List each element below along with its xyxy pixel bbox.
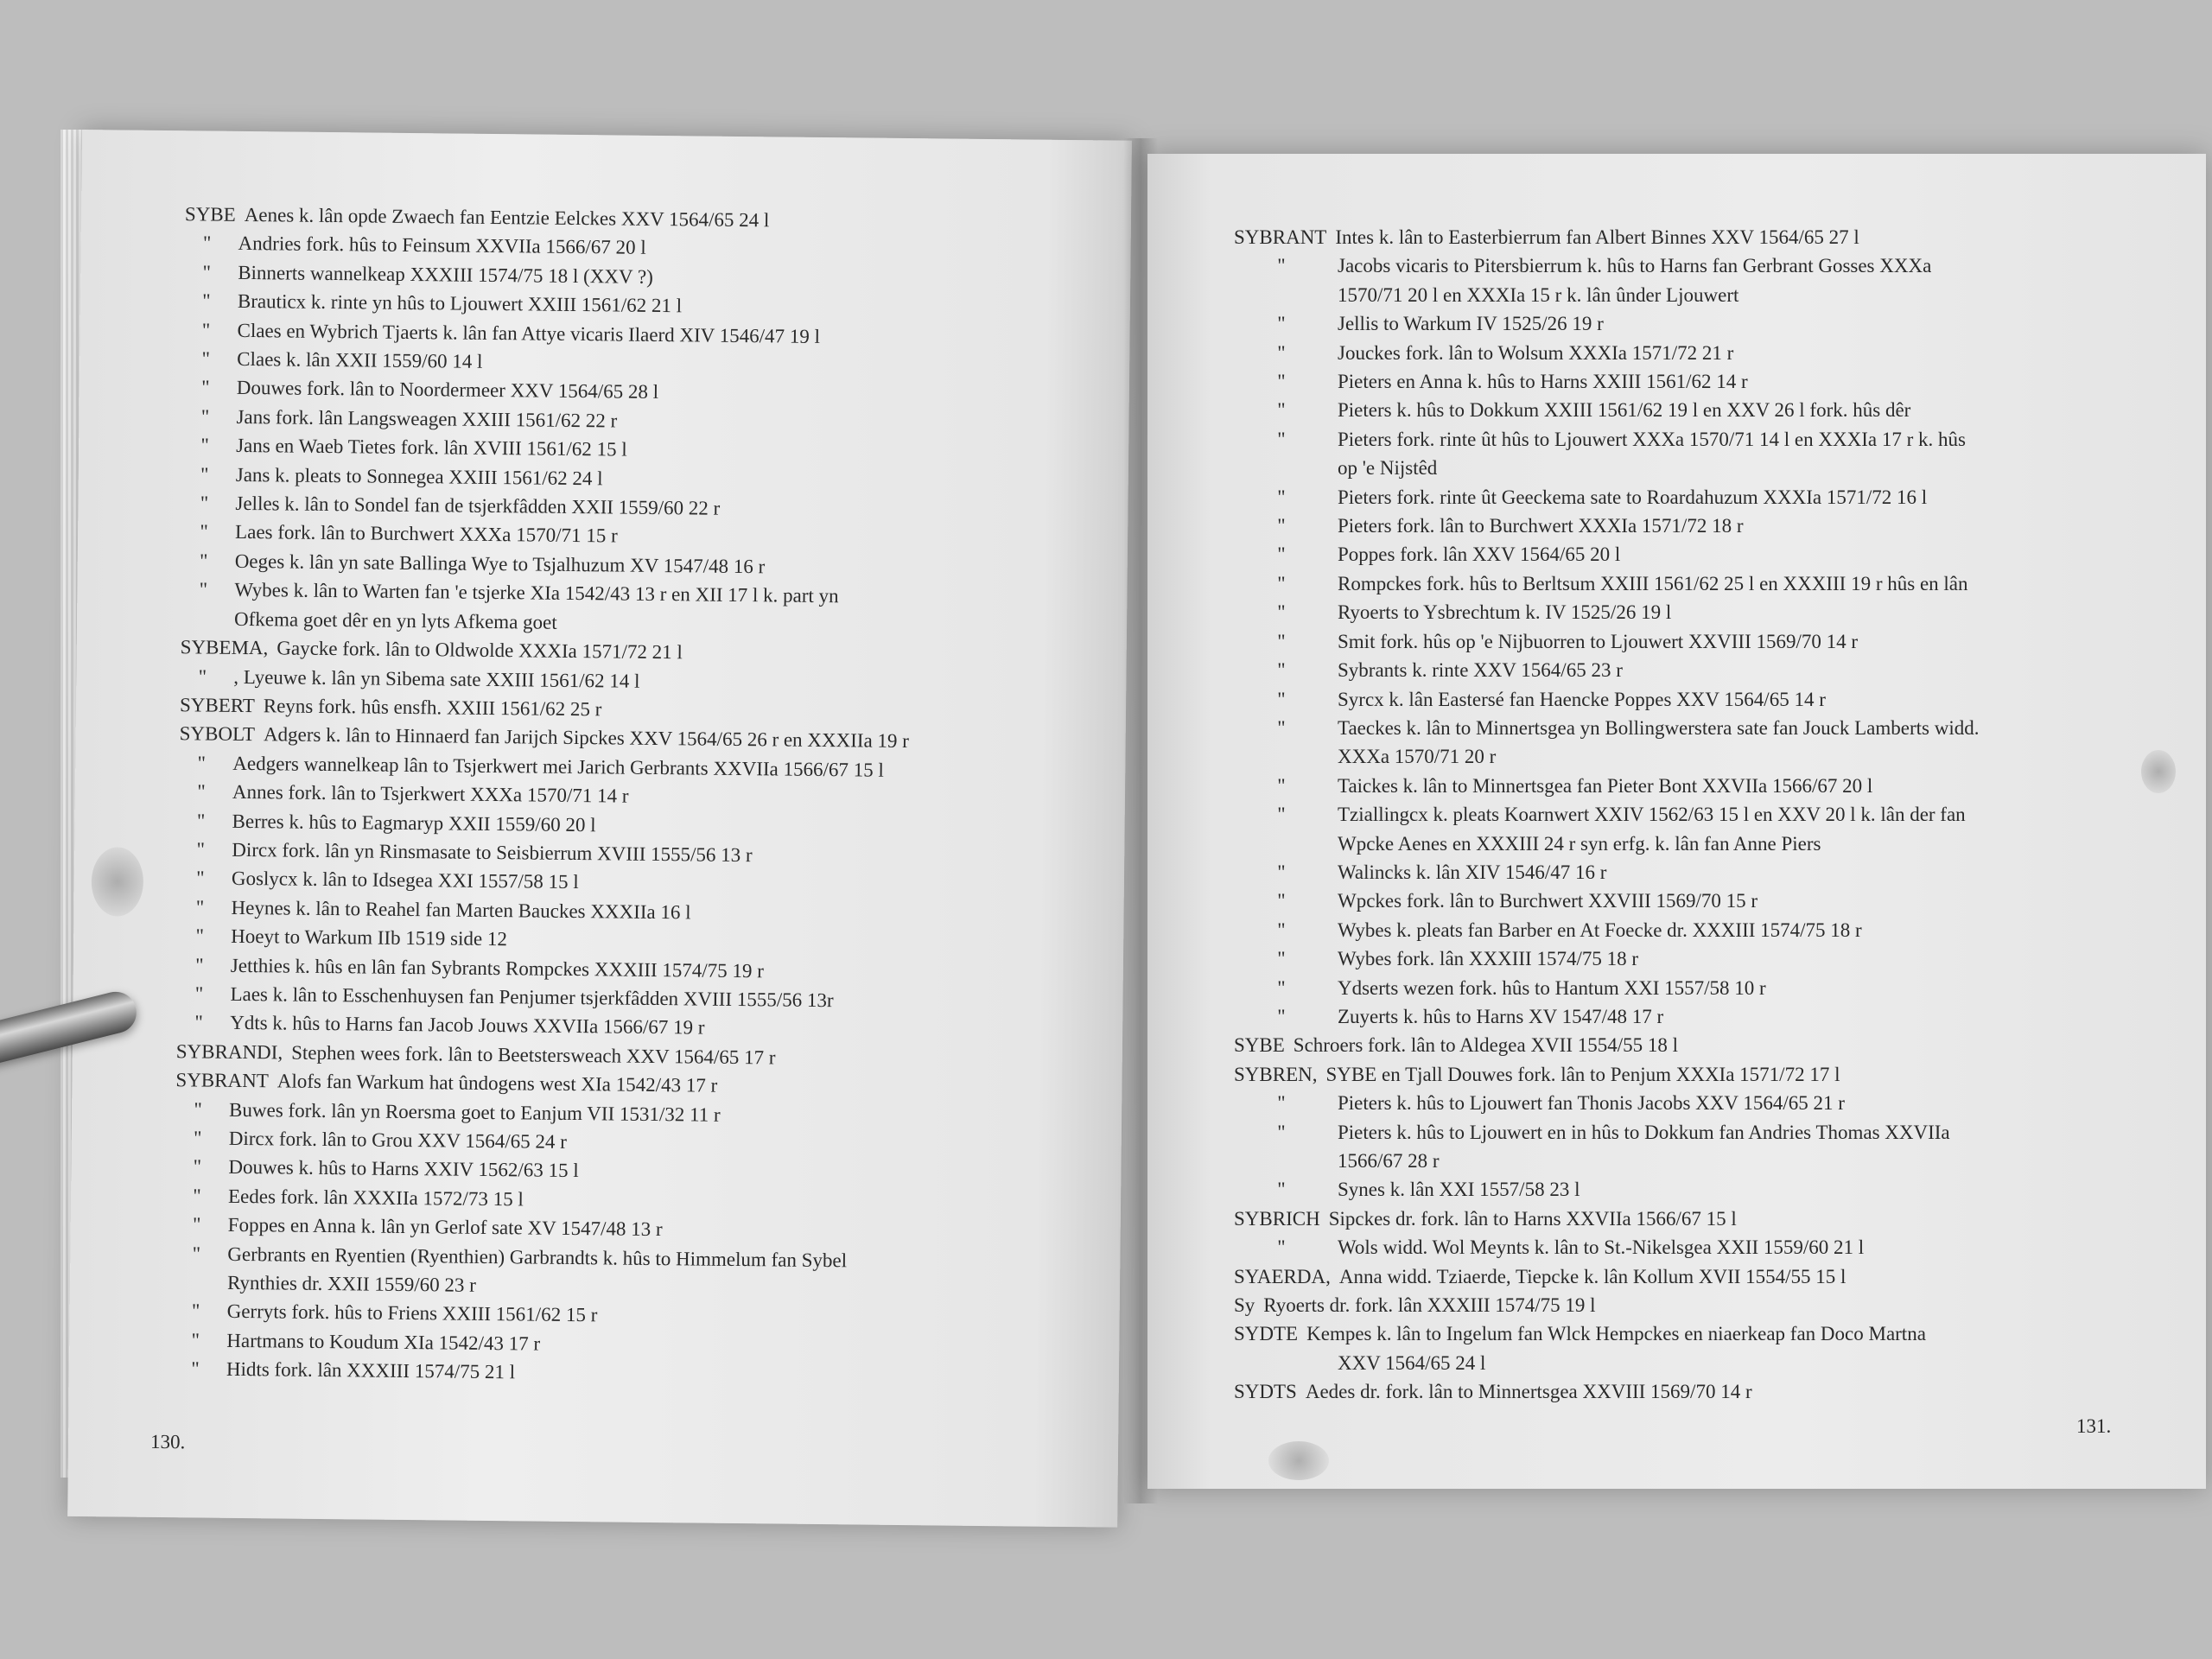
stain-mark bbox=[1268, 1441, 1329, 1480]
entry-text: Hoeyt to Warkum IIb 1519 side 12 bbox=[231, 925, 508, 950]
entry-line bbox=[1234, 742, 2167, 771]
entry-text: Hartmans to Koudum XIa 1542/43 17 r bbox=[226, 1329, 541, 1355]
right-page-number: 131. bbox=[2076, 1415, 2112, 1437]
entry-text: Laes k. lân to Esschenhuysen fan Penjumer tsjerkfâdden XVIII 1555/56 13r bbox=[230, 982, 834, 1012]
entry-text: Wpckes fork. lân to Burchwert XXVIII 1569/70 15 r bbox=[1338, 890, 1758, 912]
entry-text: Dircx fork. lân yn Rinsmasate to Seisbierrum XVIII 1555/56 13 r bbox=[232, 838, 753, 867]
entry-text: Ryoerts to Ysbrechtum k. IV 1525/26 19 l bbox=[1338, 601, 1672, 624]
entry-text: Ydserts wezen fork. hûs to Hantum XXI 1557/58 10 r bbox=[1338, 976, 1766, 999]
entry-head: " bbox=[200, 434, 210, 456]
entry-text: Aenes k. lân opde Zwaech fan Eentzie Eelckes XXV 1564/65 24 l bbox=[244, 203, 770, 232]
entry-head: " bbox=[200, 463, 209, 486]
entry-text: Taeckes k. lân to Minnertsgea yn Bollingwerstera sate fan Jouck Lamberts widd. bbox=[1338, 716, 1980, 739]
entry-text: Douwes fork. lân to Noordermeer XXV 1564/65 28 l bbox=[236, 377, 659, 404]
entry-text: Intes k. lân to Easterbierrum fan Albert Binnes XXV 1564/65 27 l bbox=[1335, 226, 1859, 248]
entry-text: Taickes k. lân to Minnertsgea fan Pieter Bont XXVIIa 1566/67 20 l bbox=[1338, 774, 1873, 797]
entry-text: Jelles k. lân to Sondel fan de tsjerkfâdden XXII 1559/60 22 r bbox=[235, 492, 721, 519]
entry-head: " bbox=[1277, 399, 1286, 422]
entry-line bbox=[1234, 887, 2167, 915]
entry-head: " bbox=[1277, 515, 1286, 537]
entry-text: Jellis to Warkum IV 1525/26 19 r bbox=[1338, 313, 1604, 335]
entry-line bbox=[1234, 1060, 2167, 1089]
entry-head: " bbox=[1277, 1121, 1286, 1143]
entry-line bbox=[1234, 974, 2167, 1002]
entry-line bbox=[1234, 1031, 2167, 1059]
entry-text: Poppes fork. lân XXV 1564/65 20 l bbox=[1338, 543, 1621, 566]
entry-text: Rompckes fork. hûs to Berltsum XXIII 1561/62 25 l en XXXIII 19 r hûs en lân bbox=[1338, 572, 1968, 594]
entry-head: SYBRANDI, bbox=[175, 1039, 283, 1064]
entry-line bbox=[1234, 830, 2167, 858]
entry-text: 1570/71 20 l en XXXIa 15 r k. lân ûnder Ljouwert bbox=[1338, 283, 1739, 306]
entry-text: Wybes k. lân to Warten fan 'e tsjerke XIa 1542/43 13 r en XII 17 l k. part yn bbox=[234, 579, 839, 607]
entry-head: SYBE bbox=[184, 203, 236, 226]
entry-head: " bbox=[195, 953, 204, 976]
entry-line bbox=[1234, 1205, 2167, 1233]
entry-text: Dircx fork. lân to Grou XXV 1564/65 24 r bbox=[228, 1127, 568, 1153]
entry-line bbox=[1234, 1349, 2167, 1377]
entry-head: SYBEMA, bbox=[180, 636, 269, 659]
entry-text: Aedes dr. fork. lân to Minnertsgea XXVIII 1569/70 14 r bbox=[1305, 1381, 1752, 1403]
entry-head: " bbox=[196, 838, 206, 861]
entry-head: " bbox=[1277, 774, 1286, 797]
entry-text: XXXa 1570/71 20 r bbox=[1338, 746, 1497, 768]
entry-text: Adgers k. lân to Hinnaerd fan Jarijch Sipckes XXV 1564/65 26 r en XXXIIa 19 r bbox=[263, 723, 910, 753]
entry-text: Wybes fork. lân XXXIII 1574/75 18 r bbox=[1338, 948, 1639, 970]
entry-head: " bbox=[1277, 543, 1286, 566]
entry-text: Synes k. lân XXI 1557/58 23 l bbox=[1338, 1179, 1580, 1201]
entry-line bbox=[1234, 281, 2167, 309]
entry-text: Jetthies k. hûs en lân fan Sybrants Rompckes XXXIII 1574/75 19 r bbox=[230, 954, 765, 982]
entry-text: Jans k. pleats to Sonnegea XXIII 1561/62 24 l bbox=[235, 463, 603, 489]
entry-text: Oeges k. lân yn sate Ballinga Wye to Tsjalhuzum XV 1547/48 16 r bbox=[234, 550, 766, 578]
entry-line bbox=[1234, 1291, 2167, 1319]
entry-line bbox=[1234, 1089, 2167, 1117]
entry-line bbox=[1234, 309, 2167, 338]
entry-head: " bbox=[201, 319, 211, 341]
entry-text: Pieters k. hûs to Dokkum XXIII 1561/62 19 l en XXV 26 l fork. hûs dêr bbox=[1338, 399, 1911, 422]
entry-text: Walincks k. lân XIV 1546/47 16 r bbox=[1338, 861, 1607, 883]
entry-line bbox=[1234, 1175, 2167, 1204]
entry-text: , Lyeuwe k. lân yn Sibema sate XXIII 1561/62 14 l bbox=[233, 665, 640, 692]
entry-line bbox=[1234, 1262, 2167, 1291]
entry-text: Pieters en Anna k. hûs to Harns XXIII 1561/62 14 r bbox=[1338, 371, 1748, 393]
entry-text: Ydts k. hûs to Harns fan Jacob Jouws XXVIIa 1566/67 19 r bbox=[230, 1012, 705, 1039]
entry-line bbox=[1234, 772, 2167, 800]
entry-text: Jans en Waeb Tietes fork. lân XVIII 1561/62 15 l bbox=[236, 435, 627, 461]
entry-text: Zuyerts k. hûs to Harns XV 1547/48 17 r bbox=[1338, 1005, 1664, 1027]
entry-text: op 'e Nijstêd bbox=[1338, 457, 1438, 480]
entry-head: " bbox=[1277, 861, 1286, 883]
entry-head: " bbox=[197, 752, 207, 774]
entry-text: Gerryts fork. hûs to Friens XXIII 1561/62 15 r bbox=[226, 1300, 598, 1326]
entry-text: Laes fork. lân to Burchwert XXXa 1570/71 15 r bbox=[235, 521, 618, 547]
stain-mark bbox=[91, 847, 143, 917]
entry-head: " bbox=[196, 809, 206, 832]
entry-head bbox=[174, 1288, 219, 1289]
entry-line bbox=[1234, 454, 2167, 482]
entry-line bbox=[1234, 1002, 2167, 1031]
entry-text: Pieters k. hûs to Ljouwert en in hûs to Dokkum fan Andries Thomas XXVIIa bbox=[1338, 1121, 1950, 1143]
entry-head: " bbox=[1277, 948, 1286, 970]
entry-head: " bbox=[195, 925, 205, 947]
entry-line bbox=[1234, 656, 2167, 684]
entry-head: " bbox=[201, 376, 210, 398]
entry-head: SYBE bbox=[1234, 1034, 1285, 1057]
entry-text: Gaycke fork. lân to Oldwolde XXXIa 1571/72 21 l bbox=[276, 637, 683, 664]
entry-head: " bbox=[195, 896, 205, 918]
entry-text: Douwes k. hûs to Harns XXIV 1562/63 15 l bbox=[228, 1156, 579, 1182]
entry-line bbox=[1234, 483, 2167, 512]
entry-head: " bbox=[1277, 572, 1286, 594]
entry-head: SYDTS bbox=[1234, 1381, 1297, 1403]
entry-text: Syrcx k. lân Eastersé fan Haencke Poppes XXV 1564/65 14 r bbox=[1338, 688, 1826, 710]
entry-head: " bbox=[1277, 601, 1286, 624]
entry-line bbox=[1234, 569, 2167, 598]
entry-head: " bbox=[1277, 341, 1286, 364]
entry-text: Wybes k. pleats fan Barber en At Foecke dr. XXXIII 1574/75 18 r bbox=[1338, 918, 1862, 941]
entry-head: " bbox=[1277, 659, 1286, 682]
entry-text: Wpcke Aenes en XXXIII 24 r syn erfg. k. lân fan Anne Piers bbox=[1338, 832, 1821, 855]
entry-head: " bbox=[1277, 1092, 1286, 1115]
entry-head: " bbox=[197, 780, 206, 803]
entry-line bbox=[1234, 396, 2167, 424]
entry-line bbox=[1234, 1233, 2167, 1262]
entry-head: SYBOLT bbox=[179, 722, 256, 746]
right-entry-list bbox=[1234, 223, 2167, 1407]
entry-line bbox=[1234, 512, 2167, 540]
entry-head: SYBRANT bbox=[175, 1069, 269, 1092]
entry-text: Hidts fork. lân XXXIII 1574/75 21 l bbox=[226, 1358, 516, 1383]
entry-text: Stephen wees fork. lân to Beetstersweach XXV 1564/65 17 r bbox=[291, 1041, 776, 1069]
left-page bbox=[67, 130, 1132, 1528]
entry-line bbox=[1234, 1319, 2167, 1348]
entry-text: Claes en Wybrich Tjaerts k. lân fan Attye vicaris Ilaerd XIV 1546/47 19 l bbox=[237, 319, 821, 347]
entry-head: " bbox=[199, 550, 208, 572]
entry-head: " bbox=[193, 1185, 201, 1207]
entry-line bbox=[1234, 425, 2167, 454]
entry-line bbox=[1234, 251, 2167, 280]
entry-text: 1566/67 28 r bbox=[1338, 1150, 1440, 1172]
entry-line bbox=[1234, 540, 2167, 569]
entry-head: " bbox=[1277, 313, 1286, 335]
entry-text: Anna widd. Tziaerde, Tiepcke k. lân Kollum XVII 1554/55 15 l bbox=[1338, 1265, 1847, 1287]
entry-text: Pieters fork. rinte ût Geeckema sate to Roardahuzum XXXIa 1571/72 16 l bbox=[1338, 486, 1928, 508]
entry-text: Alofs fan Warkum hat ûndogens west XIa 1542/43 17 r bbox=[276, 1070, 718, 1096]
entry-head: " bbox=[191, 1329, 200, 1351]
entry-text: Reyns fork. hûs ensfh. XXIII 1561/62 25 r bbox=[263, 695, 602, 721]
entry-text: Jacobs vicaris to Pitersbierrum k. hûs to Harns fan Gerbrant Gosses XXXa bbox=[1338, 255, 1932, 277]
entry-text: Eedes fork. lân XXXIIa 1572/73 15 l bbox=[227, 1185, 524, 1211]
entry-text: Wols widd. Wol Meynts k. lân to St.-Nikelsgea XXII 1559/60 21 l bbox=[1338, 1236, 1865, 1259]
entry-head: " bbox=[191, 1300, 200, 1322]
entry-text: Pieters fork. lân to Burchwert XXXIa 1571/72 18 r bbox=[1338, 515, 1744, 537]
entry-text: Kempes k. lân to Ingelum fan Wlck Hempckes en niaerkeap fan Doco Martna bbox=[1306, 1323, 1926, 1345]
entry-head: " bbox=[1277, 688, 1286, 710]
entry-head: " bbox=[194, 1098, 202, 1121]
entry-head: " bbox=[200, 492, 209, 514]
right-page bbox=[1147, 154, 2206, 1489]
entry-head: " bbox=[194, 982, 204, 1005]
entry-line bbox=[1234, 367, 2167, 396]
entry-text: Ryoerts dr. fork. lân XXXIII 1574/75 19 l bbox=[1263, 1294, 1596, 1317]
entry-head: SYBRICH bbox=[1234, 1207, 1320, 1230]
entry-line bbox=[1234, 339, 2167, 367]
entry-line bbox=[1234, 916, 2167, 944]
entry-text: Aedgers wannelkeap lân to Tsjerkwert mei Jarich Gerbrants XXVIIa 1566/67 15 l bbox=[232, 752, 884, 781]
entry-head: " bbox=[1277, 1236, 1286, 1259]
entry-head: " bbox=[1277, 804, 1286, 826]
entry-line bbox=[1234, 714, 2167, 742]
entry-head: " bbox=[200, 520, 208, 543]
entry-line bbox=[1234, 627, 2167, 656]
entry-text: Heynes k. lân to Reahel fan Marten Bauckes XXXIIa 16 l bbox=[231, 896, 691, 924]
entry-line bbox=[1234, 858, 2167, 887]
entry-line bbox=[1234, 223, 2167, 251]
entry-head: " bbox=[1277, 371, 1286, 393]
entry-head: Sy bbox=[1234, 1294, 1255, 1317]
entry-text: Annes fork. lân to Tsjerkwert XXXa 1570/71 14 r bbox=[232, 780, 629, 807]
entry-text: Brauticx k. rinte yn hûs to Ljouwert XXIII 1561/62 21 l bbox=[237, 290, 683, 317]
entry-head: " bbox=[194, 1011, 204, 1033]
entry-head: " bbox=[192, 1213, 201, 1236]
entry-head: " bbox=[200, 405, 210, 428]
entry-head: " bbox=[202, 232, 212, 254]
entry-text: Foppes en Anna k. lân yn Gerlof sate XV 1547/48 13 r bbox=[227, 1214, 663, 1241]
entry-head: " bbox=[201, 347, 211, 370]
entry-head: " bbox=[1277, 716, 1286, 739]
entry-text: Gerbrants en Ryentien (Ryenthien) Garbrandts k. hûs to Himmelum fan Sybel bbox=[227, 1243, 848, 1271]
left-entry-list bbox=[173, 200, 1101, 1393]
entry-head: " bbox=[1277, 1179, 1286, 1201]
entry-head: " bbox=[191, 1357, 200, 1380]
entry-head: SYBRANT bbox=[1234, 226, 1327, 248]
entry-head: " bbox=[202, 261, 212, 283]
left-page-number: 130. bbox=[149, 1430, 186, 1453]
entry-head: " bbox=[1277, 976, 1286, 999]
entry-text: Goslycx k. lân to Idsegea XXI 1557/58 15 l bbox=[231, 868, 579, 893]
entry-text: Jans fork. lân Langsweagen XXIII 1561/62 22 r bbox=[236, 405, 618, 432]
entry-head: " bbox=[202, 289, 211, 312]
entry-text: Ofkema goet dêr en yn lyts Afkema goet bbox=[233, 607, 557, 633]
entry-line bbox=[1234, 800, 2167, 829]
entry-head: " bbox=[192, 1243, 201, 1265]
entry-head: SYBERT bbox=[179, 694, 255, 717]
entry-head: " bbox=[1277, 255, 1286, 277]
entry-text: SYBE en Tjall Douwes fork. lân to Penjum XXXIa 1571/72 17 l bbox=[1325, 1063, 1840, 1085]
entry-head: " bbox=[1277, 486, 1286, 508]
entry-text: Tziallingcx k. pleats Koarnwert XXIV 1562/63 15 l en XXV 20 l k. lân der fan bbox=[1338, 804, 1966, 826]
entry-head: " bbox=[1277, 428, 1286, 450]
entry-text: Schroers fork. lân to Aldegea XVII 1554/55 18 l bbox=[1293, 1034, 1679, 1057]
entry-text: Smit fork. hûs op 'e Nijbuorren to Ljouwert XXVIII 1569/70 14 r bbox=[1338, 630, 1859, 652]
entry-head: SYAERDA, bbox=[1234, 1265, 1331, 1287]
entry-text: Jouckes fork. lân to Wolsum XXXIa 1571/72 21 r bbox=[1338, 341, 1734, 364]
entry-head: " bbox=[193, 1127, 202, 1149]
entry-head: SYBREN, bbox=[1234, 1063, 1318, 1085]
entry-head: " bbox=[1277, 918, 1286, 941]
entry-text: XXV 1564/65 24 l bbox=[1338, 1351, 1486, 1374]
entry-text: Sybrants k. rinte XXV 1564/65 23 r bbox=[1338, 659, 1623, 682]
entry-head: " bbox=[1277, 630, 1286, 652]
entry-text: Berres k. hûs to Eagmaryp XXII 1559/60 20 l bbox=[232, 810, 596, 836]
entry-line bbox=[1234, 1147, 2167, 1175]
entry-text: Buwes fork. lân yn Roersma goet to Eanjum VII 1531/32 11 r bbox=[229, 1098, 721, 1126]
entry-head: " bbox=[1277, 890, 1286, 912]
entry-text: Rynthies dr. XXII 1559/60 23 r bbox=[226, 1271, 476, 1296]
entry-text: Andries fork. hûs to Feinsum XXVIIa 1566/67 20 l bbox=[238, 232, 646, 259]
entry-head: " bbox=[193, 1155, 202, 1178]
entry-line bbox=[1234, 598, 2167, 626]
entry-line bbox=[1234, 1377, 2167, 1406]
entry-text: Binnerts wannelkeap XXXIII 1574/75 18 l (XXV ?) bbox=[238, 261, 653, 288]
entry-head: " bbox=[199, 578, 208, 601]
entry-head: " bbox=[196, 867, 205, 889]
entry-head bbox=[181, 625, 226, 626]
entry-text: Claes k. lân XXII 1559/60 14 l bbox=[237, 347, 483, 372]
entry-line bbox=[1234, 944, 2167, 973]
entry-head: " bbox=[198, 664, 207, 688]
entry-text: Sipckes dr. fork. lân to Harns XXVIIa 1566/67 15 l bbox=[1328, 1207, 1737, 1230]
entry-head: SYDTE bbox=[1234, 1323, 1299, 1345]
entry-text: Pieters k. hûs to Ljouwert fan Thonis Jacobs XXV 1564/65 21 r bbox=[1338, 1092, 1845, 1115]
entry-line bbox=[1234, 1118, 2167, 1147]
stain-mark bbox=[2141, 750, 2176, 793]
entry-text: Pieters fork. rinte ût hûs to Ljouwert XXXa 1570/71 14 l en XXXIa 17 r k. hûs bbox=[1338, 428, 1966, 450]
entry-head: " bbox=[1277, 1005, 1286, 1027]
entry-line bbox=[1234, 685, 2167, 714]
